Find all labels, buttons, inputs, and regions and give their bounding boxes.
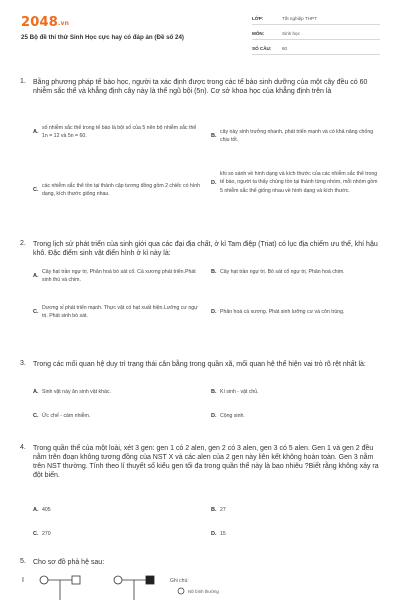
option-a[interactable]: A. số nhiễm sắc thể trong tế bào là bội số của 5 nên bộ nhiễm sắc thể 1n = 12 và 5n = 60.: [33, 125, 197, 140]
question-number: 1.: [20, 78, 26, 85]
option-d[interactable]: D. 15: [211, 531, 226, 538]
question-text: Trong các mối quan hệ duy trì trạng thái cân bằng trong quần xã, mối quan hệ thể hiện vai trò rõ rệt nhất là:: [33, 361, 366, 368]
document-title: 25 Bộ đề thi thử Sinh Học cực hay có đáp án (Đề số 24): [21, 34, 184, 41]
pedigree-diagram: [20, 570, 384, 600]
question-number: 4.: [20, 444, 26, 451]
option-b[interactable]: B. Kí sinh - vật chủ.: [211, 389, 259, 396]
question-2: [20, 240, 384, 360]
meta-row-class: LỚP: Tốt nghiệp THPT: [252, 12, 380, 25]
site-logo[interactable]: 2048.vn: [21, 15, 70, 30]
question-text: Cho sơ đồ phả hệ sau:: [33, 559, 105, 566]
question-1: [20, 78, 384, 240]
generation-label: I: [22, 577, 24, 584]
male-normal-icon: [72, 576, 80, 584]
question-list: [20, 78, 384, 572]
option-c[interactable]: C. Ức chế - cảm nhiễm.: [33, 413, 91, 420]
question-number: 5.: [20, 558, 26, 565]
female-normal-icon: [40, 576, 48, 584]
option-a[interactable]: A. Cây hạt trần ngự trị. Phân hoá bò sát cổ. Cá xương phát triển.Phát sinh thú và chim.: [33, 269, 196, 284]
option-c[interactable]: C. các nhiễm sắc thể tồn tại thành cặp tương đồng gồm 2 chiếc có hình dạng, kích thước giống nhau.: [33, 183, 200, 198]
option-c[interactable]: C. 270: [33, 531, 51, 538]
document-meta: [252, 12, 380, 57]
option-d[interactable]: D. khi so sánh về hình dạng và kích thước của các nhiễm sắc thể trong tế bào, người ta thấy chúng tồn tại thành từng nhóm, mỗi nhóm gồm 5 nhiễm sắc thể giống nhau về hình dạng và kích thước.: [211, 171, 378, 194]
question-4: [20, 444, 384, 558]
legend-title: Ghi chú:: [170, 578, 189, 584]
legend-item: Nữ bình thường: [188, 589, 219, 594]
meta-row-subject: MÔN: Sinh học: [252, 27, 380, 40]
option-d[interactable]: D. Cộng sinh.: [211, 413, 245, 420]
question-text: Trong quần thể của một loài, xét 3 gen: gen 1 có 2 alen, gen 2 có 3 alen, gen 3 có 5 alen. Gen 1 và gen 2 đều nằm trên đoạn không tương đồng của NST X và các alen của 2 gen này liên kết không hoàn toàn. Gen 3 nằm trên NST thường. Tính theo lí thuyết số kiểu gen tối đa trong quần thể này là bao nhiêu ?Biết rằng không xảy ra đột biến.: [33, 445, 379, 479]
male-affected-icon: [146, 576, 154, 584]
option-grid: [33, 498, 384, 554]
legend-female-normal-icon: [178, 588, 184, 594]
option-grid: [33, 260, 384, 356]
pedigree-svg: [20, 570, 384, 600]
female-normal-icon: [114, 576, 122, 584]
question-number: 2.: [20, 240, 26, 247]
meta-row-count: SỐ CÂU: 60: [252, 42, 380, 55]
option-c[interactable]: C. Dương xỉ phát triển mạnh. Thực vật có hạt xuất hiện.Lưỡng cư ngự trị. Phát sinh bò sát.: [33, 305, 198, 320]
question-text: Bằng phương pháp tế bào học, người ta xác định được trong các tế bào sinh dưỡng của một cây đều có 60 nhiễm sắc thể và khẳng định cây này là thể ngũ bội (5n). Cơ sở khoa học của khẳng định trên là: [33, 79, 368, 95]
option-d[interactable]: D. Phân hoá cá xương. Phát sinh lưỡng cư và côn trùng.: [211, 309, 345, 316]
option-b[interactable]: B. 27: [211, 507, 226, 514]
question-number: 3.: [20, 360, 26, 367]
option-grid: [33, 114, 384, 234]
question-text: Trong lịch sử phát triển của sinh giới qua các đại địa chất, ở kỉ Tam điệp (Triat) có lục địa chiếm ưu thế, khí hậu khô. Đặc điểm sinh vật điển hình ở kỉ này là:: [33, 241, 378, 257]
option-b[interactable]: B. cây này sinh trưởng nhanh, phát triển mạnh và có khả năng chống chịu tốt.: [211, 129, 374, 144]
option-a[interactable]: A. Sinh vật này ăn sinh vật khác.: [33, 389, 111, 396]
page-header: [0, 0, 400, 62]
option-grid: [33, 380, 384, 440]
option-a[interactable]: A. 405: [33, 507, 51, 514]
option-b[interactable]: B. Cây hạt trần ngự trị. Bò sát cổ ngự trị. Phân hoá chim.: [211, 269, 345, 276]
question-3: [20, 360, 384, 444]
